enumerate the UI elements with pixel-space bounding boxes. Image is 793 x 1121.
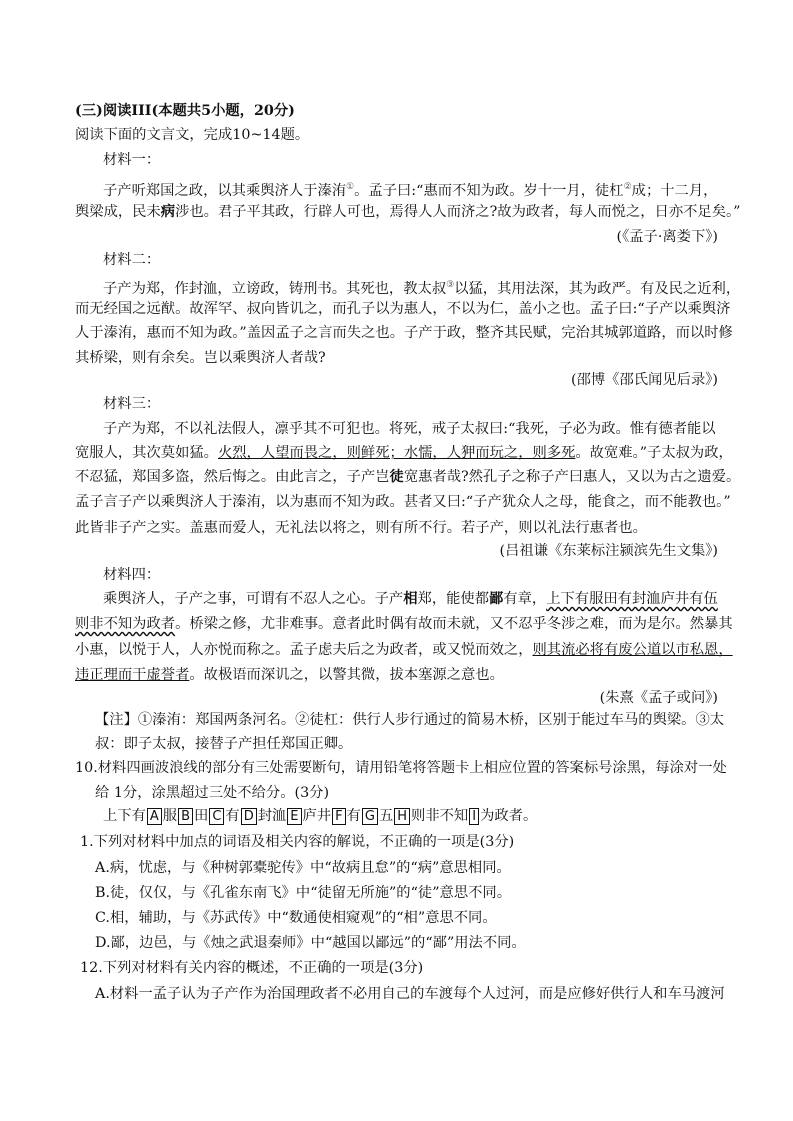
wavy-underlined-text: 上下有服田有封洫庐井有伍 — [546, 591, 718, 607]
question-12-stem: 12.下列对材料有关内容的概述，不正确的一项是(3分) — [80, 960, 424, 976]
material-2-line-2: 而无经国之远猷。故浑罕、叔向皆讥之，而孔子以为惠人，不以为仁，盖小之也。孟子曰:“子产以乘舆济 — [75, 301, 731, 317]
dotted-word-xiang: 相 — [403, 591, 418, 607]
underlined-text-2-cont: 违正理而干虚誉者 — [75, 667, 190, 683]
answer-box-d: D — [241, 808, 257, 825]
material-4-label: 材料四： — [103, 567, 161, 583]
material-2-label: 材料二： — [103, 252, 161, 268]
question-10-answer-sequence — [103, 806, 537, 826]
question-11-option-b: B.徒，仅仅，与《孔雀东南飞》中“徒留无所施”的“徒”意思不同。 — [95, 885, 512, 901]
answer-box-h: H — [394, 808, 410, 825]
sequence-text: 上下有 — [103, 808, 146, 824]
answer-box-f: F — [332, 808, 345, 825]
material-3-line-1: 子产为郑，不以礼法假人，凛乎其不可犯也。将死，戒子太叔曰:“我死，子必为政。惟有德者能以 — [103, 421, 716, 437]
answer-box-b: B — [178, 808, 193, 825]
sequence-text: 封洫 — [257, 808, 287, 824]
material-3-line-3: 不忍猛，郑国多盗，然后悔之。由此言之，子产岂徒宽惠者哉?然孔子之称子产曰惠人，又以为古之遗爱。 — [75, 469, 741, 485]
sequence-text: 庐井 — [302, 808, 332, 824]
sequence-text: 五 — [378, 808, 394, 824]
material-2-line-4: 其桥梁，则有余矣。岂以乘舆济人者哉? — [75, 350, 326, 366]
note-line-1: 【注】①溱洧：郑国两条河名。②徒杠：供行人步行通过的简易木桥，区别于能过车马的舆梁。③太 — [95, 712, 725, 728]
question-10-stem: 10.材料四画波浪线的部分有三处需要断句，请用铅笔将答题卡上相应位置的答案标号涂黑，每涂对一处 — [75, 760, 727, 776]
instruction: 阅读下面的文言文，完成10~14题。 — [75, 127, 310, 143]
question-11-option-a: A.病，忧虑，与《种树郭橐驼传》中“故病且怠”的“病”意思相同。 — [95, 860, 511, 876]
answer-box-c: C — [209, 808, 224, 825]
material-4-source: (朱熹《孟子或问》) — [599, 690, 718, 706]
material-2-source: (邵博《邵氏闻见后录》) — [571, 372, 718, 388]
material-4-line-2: 则非不知为政者。桥梁之修，尤非难事。意者此时偶有故而未就，又不忍乎冬涉之难，而为是尔。然暴其 — [75, 616, 733, 632]
material-1-line-1: 子产听郑国之政，以其乘舆济人于溱洧①。孟子曰:“惠而不知为政。岁十一月，徒杠②成；十二月， — [103, 182, 718, 199]
question-11-option-d: D.鄙，边邑，与《烛之武退秦师》中“越国以鄙远”的“鄙”用法不同。 — [95, 935, 526, 951]
sequence-text: 则非不知 — [411, 808, 469, 824]
underlined-text: 火烈，人望而畏之，则鲜死；水懦，人狎而玩之，则多死 — [217, 445, 576, 461]
question-11-option-c: C.相，辅助，与《苏武传》中“数通使相窥观”的“相”意思不同。 — [95, 910, 497, 926]
material-1-label: 材料一： — [103, 152, 161, 168]
material-2-line-3: 人于溱洧，惠而不知为政。”盖因孟子之言而失之也。子产于政，整齐其民赋，完治其城郭道路，而以时修 — [75, 325, 733, 341]
sequence-text: 有 — [346, 808, 361, 824]
answer-box-e: E — [287, 808, 301, 825]
wavy-underlined-text-cont: 则非不知为政者 — [75, 616, 176, 632]
material-1-source: (《孟子·离娄下》) — [616, 229, 718, 245]
answer-box-a: A — [147, 808, 162, 825]
note-line-2: 叔：即子太叔，接替子产担任郑国正卿。 — [95, 736, 353, 752]
material-2-line-1: 子产为郑，作封洫，立谤政，铸刑书。其死也，教太叔③以猛，其用法深，其为政严。有及民之近利， — [103, 280, 741, 297]
material-3-label: 材料三： — [103, 396, 161, 412]
dotted-word-bi: 鄙 — [489, 591, 504, 607]
dotted-word-bing: 病 — [160, 204, 176, 220]
material-3-source: (吕祖谦《东莱标注颍滨先生文集》) — [499, 543, 718, 559]
question-10-stem-2: 给 1分，涂黑超过三处不给分。(3分) — [95, 785, 330, 801]
answer-box-g: G — [362, 808, 378, 825]
sequence-text: 有 — [225, 808, 240, 824]
material-4-line-1: 乘舆济人，子产之事，可谓有不忍人之心。子产相郑，能使都鄙有章，上下有服田有封洫庐井有伍 — [103, 591, 718, 607]
dotted-word-tu: 徒 — [389, 469, 404, 485]
section-title: (三)阅读III(本题共5小题，20分) — [75, 103, 295, 119]
question-11-stem: 1.下列对材料中加点的词语及相关内容的解说，不正确的一项是(3分) — [80, 834, 515, 850]
sequence-text: 为政者。 — [480, 808, 538, 824]
material-4-line-4: 违正理而干虚誉者。故极语而深讥之，以警其微，拔本塞源之意也。 — [75, 667, 504, 683]
question-12-option-a: A.材料一孟子认为子产作为治国理政者不必用自己的车渡每个人过河，而是应修好供行人和车马渡河 — [95, 986, 725, 1002]
underlined-text-2: 则其流必将有废公道以市私恩， — [532, 642, 733, 658]
material-3-line-5: 此皆非子产之实。盖惠而爱人，无礼法以将之，则有所不行。若子产，则以礼法行惠者也。 — [75, 520, 647, 536]
sequence-text: 服 — [162, 808, 178, 824]
sequence-text: 田 — [194, 808, 209, 824]
material-3-line-4: 孟子言子产以乘舆济人于溱洧，以为惠而不知为政。甚者又曰:“子产犹众人之母，能食之，而不能教也。” — [75, 494, 731, 510]
material-4-line-3: 小惠，以悦于人，人亦悦而称之。孟子虑夫后之为政者，或又悦而效之，则其流必将有废公道以市私恩， — [75, 642, 733, 658]
answer-box-i: I — [469, 808, 479, 825]
material-1-line-2: 舆梁成，民未病涉也。君子平其政，行辟人可也，焉得人人而济之?故为政者，每人而悦之，日亦不足矣。” — [75, 204, 741, 220]
material-3-line-2: 宽服人，其次莫如猛。火烈，人望而畏之，则鲜死；水懦，人狎而玩之，则多死。故宽难。”子太叔为政， — [75, 445, 733, 461]
